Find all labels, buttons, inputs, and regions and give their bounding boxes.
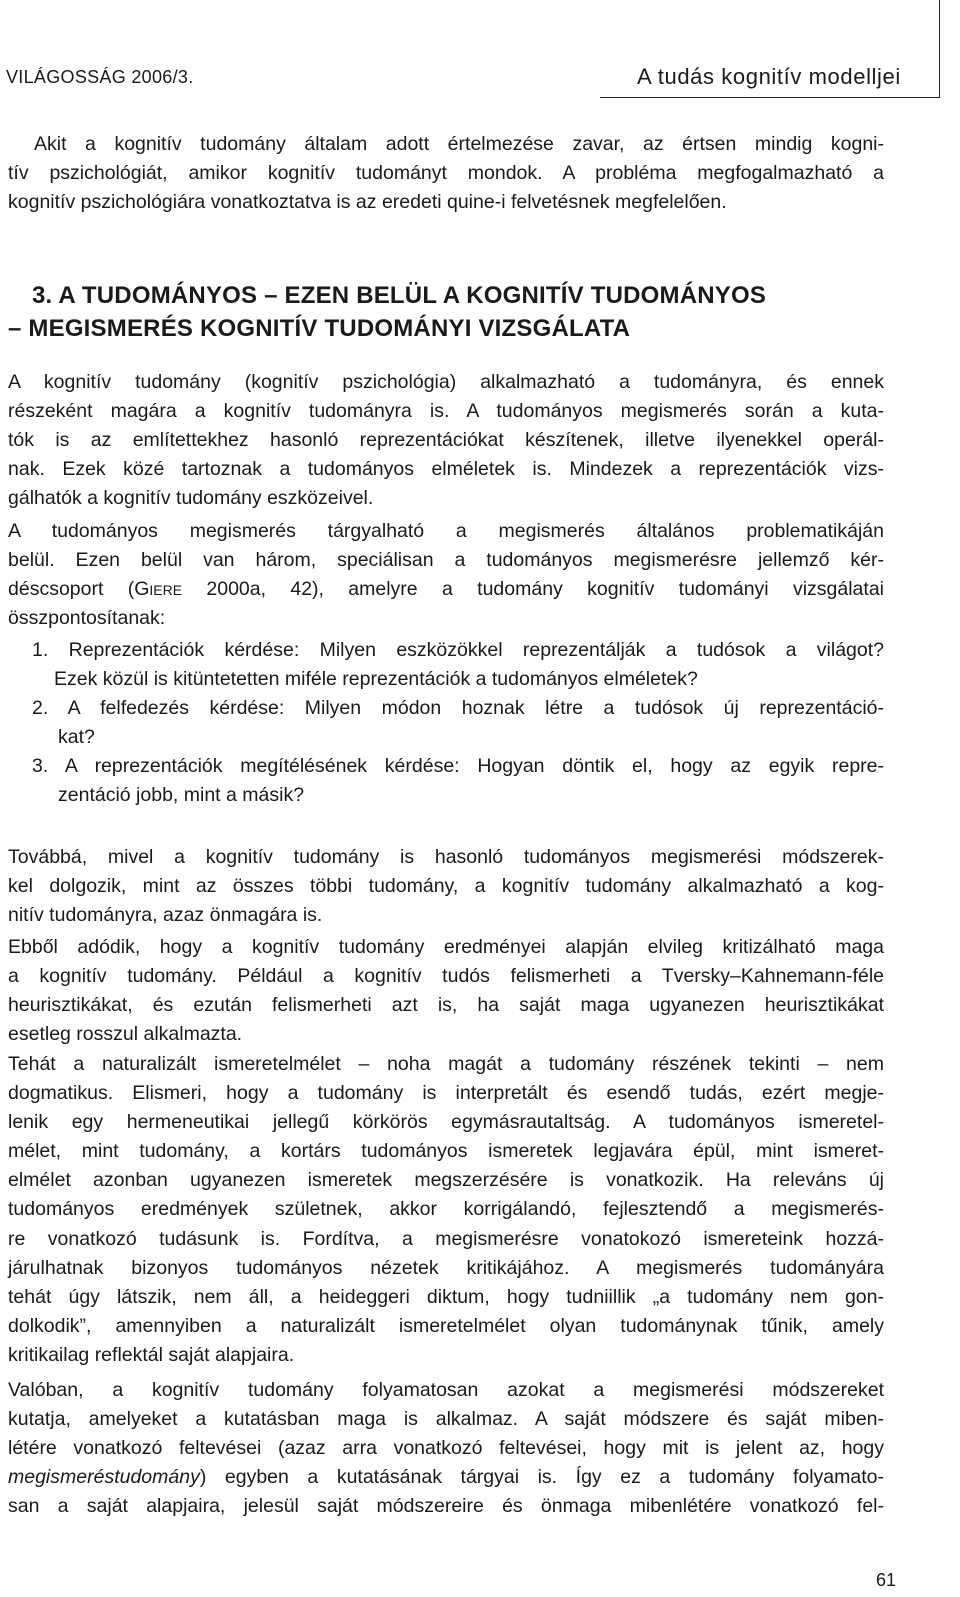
text-line: tudományos eredmények születnek, akkor korrigálandó, fejlesztendő a megismerés-	[8, 1198, 884, 1221]
text-line: tív pszichológiát, amikor kognitív tudományt mondok. A probléma megfogalmazható a	[8, 162, 884, 185]
running-title: A tudás kognitív modelljei	[637, 64, 901, 89]
page-number: 61	[876, 1570, 897, 1590]
text-line: A tudományos megismerés tárgyalható a megismerés általános problematikáján	[8, 520, 884, 542]
heading-line: – MEGISMERÉS KOGNITÍV TUDOMÁNYI VIZSGÁLATA	[8, 315, 631, 342]
text-line: összpontosítanak:	[8, 607, 166, 630]
text-fragment: déscsoport (	[8, 578, 135, 601]
heading-line: 3. A TUDOMÁNYOS – EZEN BELÜL A KOGNITÍV TUDOMÁNYOS	[32, 282, 767, 309]
text-line: esetleg rosszul alkalmazta.	[8, 1023, 243, 1046]
section-heading	[8, 279, 766, 345]
text-line: Ebből adódik, hogy a kognitív tudomány eredményei alapján elvileg kritizálható maga	[8, 936, 884, 958]
text-line: részeként magára a kognitív tudományra is. A tudományos megismerés során a kuta-	[8, 400, 884, 423]
text-line: tók is az említettekhez hasonló reprezentációkat készítenek, illetve ilyenekkel operál-	[8, 429, 884, 452]
paragraph-4	[8, 933, 884, 1049]
text-line: létére vonatkozó feltevései (azaz arra vonatkozó feltevései, hogy mit is jelent az, hogy	[8, 1437, 884, 1460]
text-line: san a saját alapjaira, jelesül saját módszereire és önmaga mibenlétére vonatkozó fel-	[8, 1495, 884, 1518]
citation-author: Giere	[134, 578, 183, 601]
text-line: re vonatkozó tudásunk is. Fordítva, a megismerésre vonatokozó ismereteink hozzá-	[8, 1227, 884, 1250]
text-line: lenik egy hermeneutikai jellegű körkörös egymásrautaltság. A tudományos ismeretel-	[8, 1111, 884, 1134]
text-line: dogmatikus. Elismeri, hogy a tudomány is interpretált és esendő tudás, ezért megje-	[8, 1082, 884, 1105]
text-line: mélet, mint tudomány, a kortárs tudományos ismeretek legjavára épül, mint ismeret-	[8, 1140, 884, 1163]
journal-issue: VILÁGOSSÁG 2006/3.	[6, 67, 194, 87]
text-line: kutatja, amelyeket a kutatásban maga is alkalmaz. A saját módszere és saját miben-	[8, 1408, 884, 1431]
text-line-with-citation	[8, 575, 884, 604]
text-line: nitív tudományra, azaz önmagára is.	[8, 904, 323, 927]
intro-paragraph	[8, 130, 884, 217]
header-rule-vertical	[939, 0, 940, 98]
list-item-line: 3. A reprezentációk megítélésének kérdése: Hogyan döntik el, hogy az egyik repre-	[32, 755, 884, 778]
text-line: járulhatnak bizonyos tudományos nézetek kritikájához. A megismerés tudományára	[8, 1256, 884, 1279]
text-line: belül. Ezen belül van három, speciálisan a tudományos megismerésre jellemző kér-	[8, 549, 884, 572]
list-item-line: kat?	[58, 726, 95, 749]
list-item-line: zentáció jobb, mint a másik?	[58, 784, 305, 807]
text-line: nak. Ezek közé tartoznak a tudományos elméletek is. Mindezek a reprezentációk vizs-	[8, 458, 884, 481]
italic-term: megismeréstudomány	[8, 1466, 200, 1489]
list-item-line: 2. A felfedezés kérdése: Milyen módon hoznak létre a tudósok új reprezentáció-	[32, 697, 884, 720]
list-item-line: 1. Reprezentációk kérdése: Milyen eszközökkel reprezentálják a tudósok a világot?	[32, 639, 884, 661]
paragraph-3	[8, 843, 884, 930]
text-fragment: 2000a, 42), amelyre a tudomány kognitív tudományi vizsgálatai	[182, 578, 884, 601]
text-line: elmélet azonban ugyanezen ismeretek megszerzésére is vonatkozik. Ha releváns új	[8, 1169, 884, 1192]
text-line-with-italic	[8, 1463, 884, 1492]
text-line: gálhatók a kognitív tudomány eszközeivel.	[8, 487, 374, 510]
text-line: Továbbá, mivel a kognitív tudomány is hasonló tudományos megismerési módszerek-	[8, 846, 884, 868]
text-line: Tehát a naturalizált ismeretelmélet – noha magát a tudomány részének tekinti – nem	[8, 1053, 884, 1075]
text-line: Valóban, a kognitív tudomány folyamatosan azokat a megismerési módszereket	[8, 1379, 884, 1401]
text-fragment: ) egyben a kutatásának tárgyai is. Így ez a tudomány folyamato-	[199, 1466, 884, 1489]
paragraph-6	[8, 1376, 884, 1521]
paragraph-1	[8, 368, 884, 513]
text-line: heurisztikákat, és ezután felismerheti azt is, ha saját maga ugyanezen heurisztikákat	[8, 994, 884, 1017]
text-line: A kognitív tudomány (kognitív pszichológia) alkalmazható a tudományra, és ennek	[8, 371, 884, 393]
text-line: dolkodik”, amennyiben a naturalizált ismeretelmélet olyan tudománynak tűnik, amely	[8, 1314, 884, 1337]
text-line: tehát úgy látszik, nem áll, a heideggeri diktum, hogy tudniillik „a tudomány nem gon-	[8, 1285, 884, 1308]
list-item-line: Ezek közül is kitüntetetten miféle reprezentációk a tudományos elméletek?	[54, 668, 698, 691]
paragraph-5	[8, 1050, 884, 1370]
text-line: Akit a kognitív tudomány általam adott értelmezése zavar, az értsen mindig kogni-	[34, 133, 884, 155]
text-line: kognitív pszichológiára vonatkoztatva is az eredeti quine-i felvetésnek megfelelően.	[8, 191, 727, 214]
text-line: kel dolgozik, mint az összes többi tudomány, a kognitív tudomány alkalmazható a kog-	[8, 875, 884, 898]
paragraph-2	[8, 517, 884, 633]
text-line: kritikailag reflektál saját alapjaira.	[8, 1343, 295, 1366]
numbered-list	[32, 636, 884, 811]
text-line: a kognitív tudomány. Például a kognitív tudós felismerheti a Tversky–Kahnemann-féle	[8, 965, 884, 988]
header-rule-horizontal	[600, 97, 940, 98]
